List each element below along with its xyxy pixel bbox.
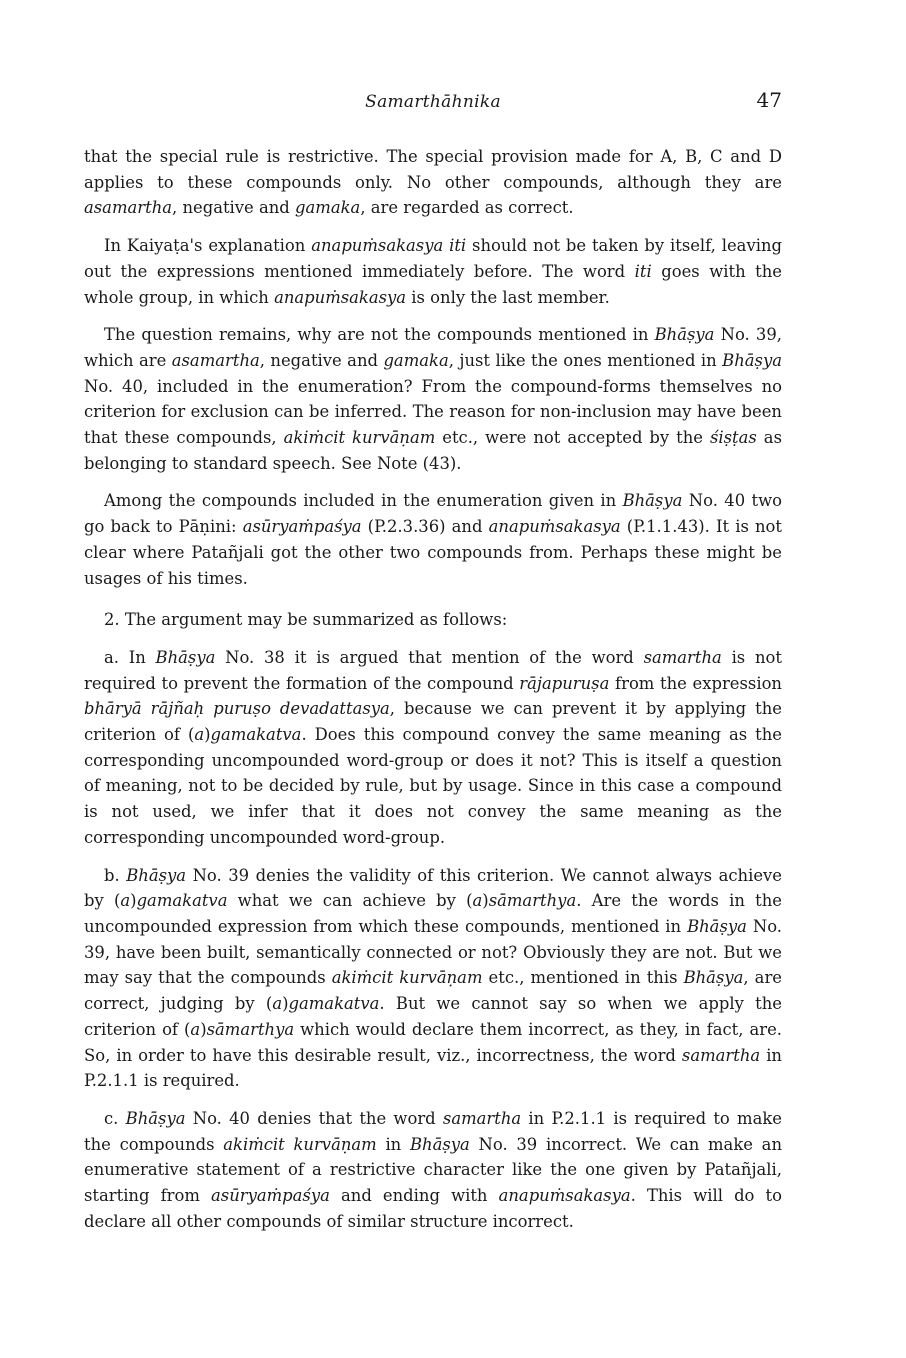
text-run: in P.2.1.1 is required to make the compounds [84,1108,782,1154]
text-run: . Are the words in the uncompounded expression from which these compounds, mentioned in [84,891,783,936]
text-run: , negative and [259,350,384,370]
text-run: No. 39, which are [84,325,782,370]
text-run: , negative and [172,198,296,218]
text-run: The question remains, why are not the compounds mentioned in [104,325,655,345]
italic-term: bhāryā rājñaḥ puruṣo devadattasya [84,699,390,719]
text-run: Among the compounds included in the enumeration given in [104,491,623,511]
italic-term: Bhāṣya [126,865,187,885]
text-run: No. 39 denies the validity of this criterion. We cannot always achieve by ( [84,865,782,911]
running-title: Samarthāhnika [365,92,501,112]
text-run: No. 40 denies that the word [185,1108,443,1128]
italic-term: a [120,891,131,911]
italic-term: Bhāṣya [125,1108,186,1128]
italic-term: akiṁcit kurvāṇam [223,1134,377,1154]
italic-term: sāmarthya [488,891,577,911]
italic-term: samartha [442,1108,522,1128]
paragraph [84,233,782,310]
italic-term: asūryaṁpaśya [211,1186,330,1206]
text-run: . Does this compound convey the same meaning as the corresponding uncompounded word-group or does it not? This is itself a question of meaning, not to be decided by rule, but by usage. Since in this case a compound is not used, we infer that it does not convey the same meaning as the corresponding uncompounded word-group. [84,725,782,847]
text-run: from the expression [609,673,782,693]
italic-term: akiṁcit kurvāṇam [283,428,436,448]
text-run: c. [104,1108,126,1128]
text-run: In Kaiyaṭa's explanation [104,236,312,256]
paragraph [84,322,782,476]
page-header [84,88,782,118]
body-text [84,144,782,1246]
paragraph [84,863,782,1094]
text-run: ) [130,891,137,911]
italic-term: gamakatva [136,891,228,911]
italic-term: Bhāṣya [654,325,715,345]
italic-term: a [194,725,205,745]
italic-term: gamakatva [210,725,302,745]
text-run: a. In [104,647,156,667]
italic-term: Bhāṣya [409,1134,470,1154]
italic-term: Bhāṣya [687,916,747,936]
italic-term: asūryaṁpaśya [242,517,362,537]
italic-term: a [272,994,283,1014]
text-run: goes with the whole group, in which [84,261,782,307]
text-run: which would declare them incorrect, as they, in fact, are. So, in order to have this desirable result, viz., incorrectness, the word [84,1019,782,1065]
text-run: No. 39, have been built, semantically connected or not? Obviously they are not. But we may say that the compounds [84,916,782,988]
text-run: (P.2.3.36) and [361,517,489,537]
text-run: b. [104,865,127,885]
text-run: ) [204,725,211,745]
italic-term: Bhāṣya [622,491,683,511]
text-run: 2. The argument may be summarized as follows: [104,610,508,630]
text-run: etc., mentioned in this [482,968,684,988]
text-run: that the special rule is restrictive. The special provision made for A, B, C and D applies to these compounds only. No other compounds, although they are [84,147,782,192]
text-run: ) [200,1019,207,1039]
text-run: . This will do to declare all other compounds of similar structure incorrect. [84,1186,782,1231]
italic-term: gamaka [383,350,449,370]
text-run: is only the last member. [406,287,610,307]
italic-term: anapuṁsakasya [498,1186,631,1206]
text-run: (P.1.1.43). It is not clear where Patañjali got the other two compounds from. Perhaps these might be usages of his times. [84,517,783,588]
italic-term: asamartha [84,198,173,218]
italic-term: Bhāṣya [683,968,744,988]
italic-term: rājapuruṣa [519,673,610,693]
text-run: , are regarded as correct. [360,198,574,218]
italic-term: Bhāṣya [722,350,782,370]
italic-term: akiṁcit kurvāṇam [331,968,483,988]
italic-term: anapuṁsakasya [274,287,407,307]
paragraph [84,645,782,851]
text-run: in [376,1134,410,1154]
text-run: should not be taken by itself, leaving out the expressions mentioned immediately before. The word [84,236,782,281]
text-run: No. 40, included in the enumeration? From the compound-forms themselves no criterion for exclusion can be inferred. The reason for non-inclusion may have been that these compounds, [84,376,782,448]
text-run: what we can achieve by ( [227,891,473,911]
text-run: ) [282,994,289,1014]
italic-term: anapuṁsakasya iti [311,236,467,256]
text-run: is not required to prevent the formation of the compound [84,647,782,693]
italic-term: śiṣṭas [709,428,757,448]
italic-term: asamartha [171,350,260,370]
paragraph [84,1106,782,1235]
italic-term: gamaka [295,198,361,218]
text-run: No. 39 incorrect. We can make an enumerative statement of a restrictive character like the one given by Patañjali, starting from [84,1134,783,1206]
italic-term: anapuṁsakasya [488,517,621,537]
text-run: etc., were not accepted by the [435,428,710,448]
text-run: ) [482,891,489,911]
page-number: 47 [756,88,782,112]
italic-term: iti [634,261,652,281]
italic-term: a [472,891,483,911]
paragraph [84,144,782,221]
text-run: No. 38 it is argued that mention of the word [215,647,644,667]
text-run: No. 40 two go back to Pāṇini: [84,491,782,537]
italic-term: a [190,1019,201,1039]
text-run: , are correct, judging by ( [84,968,782,1014]
italic-term: Bhāṣya [155,647,216,667]
italic-term: gamakatva [288,994,380,1014]
italic-term: samartha [681,1045,761,1065]
text-run: . But we cannot say so when we apply the criterion of ( [84,994,782,1039]
text-run: and ending with [329,1186,499,1206]
paragraph [84,607,782,633]
italic-term: sāmarthya [206,1019,295,1039]
paragraph [84,488,782,591]
text-run: as belonging to standard speech. See Note (43). [84,428,782,473]
text-run: , just like the ones mentioned in [448,350,723,370]
text-run: , because we can prevent it by applying the criterion of ( [84,699,782,745]
text-run: in P.2.1.1 is required. [84,1045,782,1091]
italic-term: samartha [643,647,722,667]
